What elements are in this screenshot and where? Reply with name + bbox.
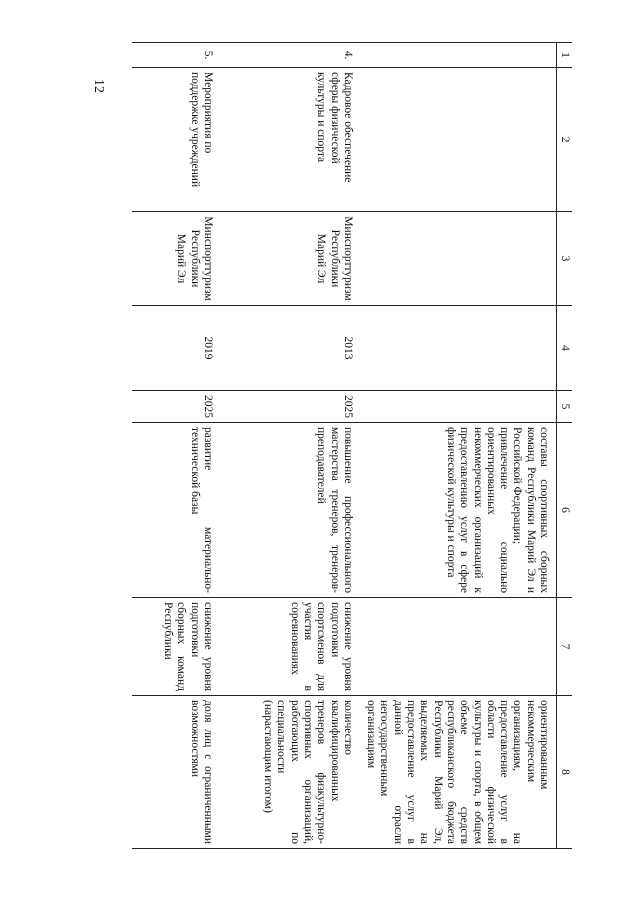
- end-year-cell: 2025: [132, 391, 220, 423]
- end-year-cell: [360, 391, 557, 423]
- column-number-header-row: [557, 43, 573, 849]
- start-year-cell: 2019: [132, 306, 220, 391]
- executor-cell: Минспорттуризм Республики Марий Эл: [132, 212, 220, 306]
- column-header: 3: [557, 212, 573, 306]
- row-number-cell: [360, 43, 557, 68]
- executor-cell: [360, 212, 557, 306]
- indicator-cell: доля лиц с ограниченными возможностями: [132, 696, 220, 849]
- program-measures-table: [132, 42, 572, 849]
- column-header: 6: [557, 423, 573, 598]
- expected-result-cell: повышение профессионального мастерства тренеров, тренеров-преподавателей: [220, 423, 360, 598]
- column-header: 4: [557, 306, 573, 391]
- column-header: 1: [557, 43, 573, 68]
- expected-result-cell: составы спортивных сборных команд Республики Марий Эл и Российской Федерации; привлечение социально ориентированных некоммерческих организаций к предоставлению услуг в сфере физической культуры и спорта: [360, 423, 557, 598]
- measure-cell: [360, 68, 557, 212]
- column-header: 2: [557, 68, 573, 212]
- consequences-cell: снижение уровня подготовки спортсменов для участия в соревнованиях: [220, 598, 360, 696]
- measure-cell: Мероприятия по поддержке учреждений: [132, 68, 220, 212]
- end-year-cell: 2025: [220, 391, 360, 423]
- table-row: [132, 43, 220, 849]
- column-header: 8: [557, 696, 573, 849]
- column-header: 7: [557, 598, 573, 696]
- page-number: 12: [91, 79, 106, 93]
- start-year-cell: [360, 306, 557, 391]
- table-row: [220, 43, 360, 849]
- consequences-cell: [360, 598, 557, 696]
- column-header: 5: [557, 391, 573, 423]
- indicator-cell: ориентированным некоммерческим организациям, на предоставление услуг в области физической культуры и спорта, в общем объеме средств республиканского бюджета Республики Марий Эл, выделяемых на предоставление услуг в данной отрасли негосударственным организациям: [360, 696, 557, 849]
- consequences-cell: снижение уровня подготовки сборных команд Республики: [132, 598, 220, 696]
- row-number-cell: 5.: [132, 43, 220, 68]
- measure-cell: Кадровое обеспечение сферы физической культуры и спорта: [220, 68, 360, 212]
- expected-result-cell: развитие материально-технической базы: [132, 423, 220, 598]
- executor-cell: Минспорттуризм Республики Марий Эл: [220, 212, 360, 306]
- table-row: [360, 43, 557, 849]
- indicator-cell: количество квалифицированных тренеров физкультурно-спортивных организаций, работающих по специальности (нарастающим итогом): [220, 696, 360, 849]
- row-number-cell: 4.: [220, 43, 360, 68]
- rotated-table-sheet: [117, 42, 572, 848]
- start-year-cell: 2013: [220, 306, 360, 391]
